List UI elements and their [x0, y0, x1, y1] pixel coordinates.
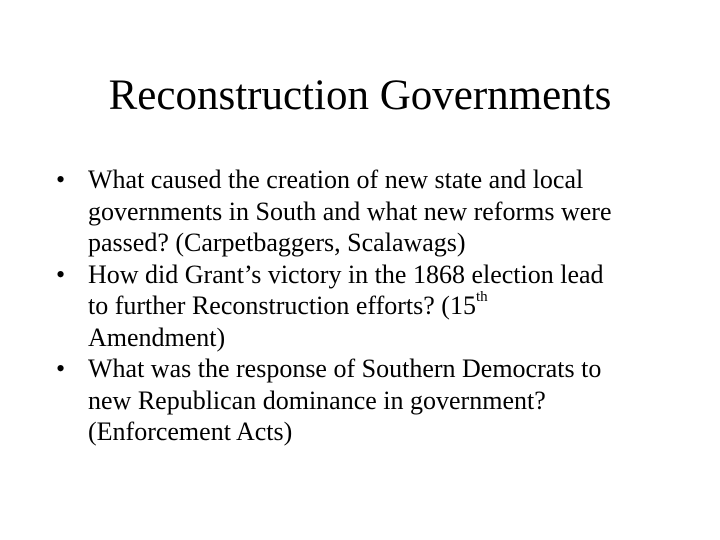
bullet-list: [56, 164, 680, 448]
bullet-line: What caused the creation of new state and local: [88, 165, 584, 194]
bullet-line: What was the response of Southern Democrats to: [88, 354, 602, 383]
bullet-line-text: to further Reconstruction efforts? (15: [88, 291, 476, 320]
bullet-line: Amendment): [88, 322, 226, 352]
slide-title: Reconstruction Governments: [108, 72, 612, 119]
bullet-icon: •: [56, 165, 66, 194]
bullet-line: [88, 290, 680, 322]
bullet-line: How did Grant’s victory in the 1868 election lead: [88, 259, 604, 289]
bullet-line: (Enforcement Acts): [88, 417, 293, 446]
bullet-line: passed? (Carpetbaggers, Scalawags): [88, 228, 466, 257]
bullet-icon: •: [56, 354, 66, 383]
bullet-item: [56, 164, 680, 259]
ordinal-superscript: th: [475, 289, 488, 306]
bullet-item: [56, 353, 680, 448]
bullet-item: [56, 259, 680, 354]
bullet-line: new Republican dominance in government?: [88, 385, 546, 415]
bullet-icon: •: [56, 259, 66, 289]
bullet-line: governments in South and what new reforms were: [88, 196, 612, 226]
